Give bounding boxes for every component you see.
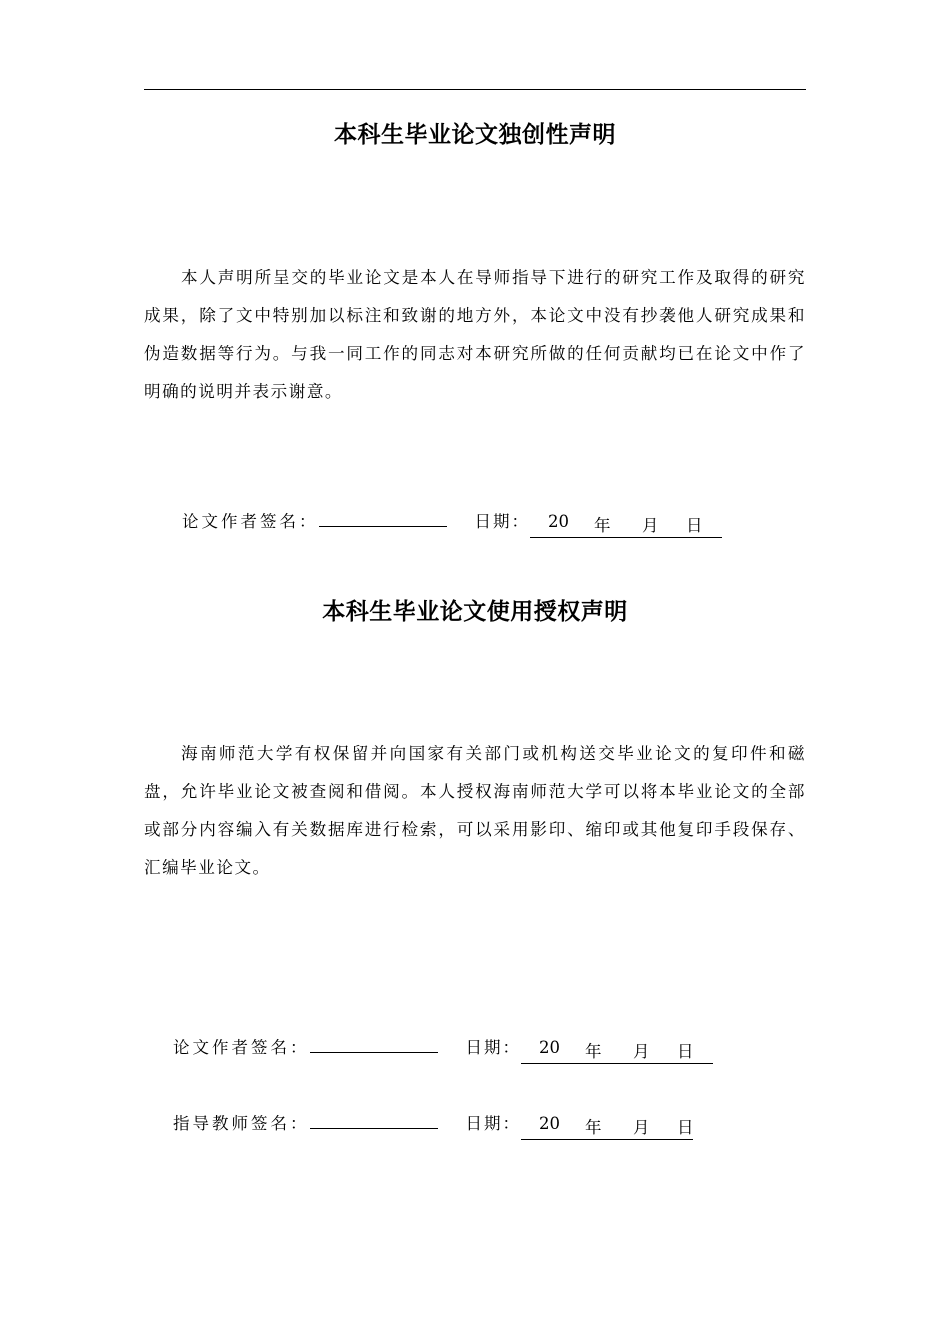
- authorization-body: 海南师范大学有权保留并向国家有关部门或机构送交毕业论文的复印件和磁盘，允许毕业论文被查阅和借阅。本人授权海南师范大学可以将本毕业论文的全部或部分内容编入有关数据库进行检索，可以采用影印、缩印或其他复印手段保存、汇编毕业论文。: [144, 744, 806, 877]
- authorization-advisor-signature-row: [173, 1110, 693, 1140]
- year-prefix: 20: [548, 512, 569, 531]
- authorization-title: 本科生毕业论文使用授权声明: [322, 599, 628, 625]
- originality-signature-row: [182, 508, 722, 538]
- date-field[interactable]: [530, 512, 722, 538]
- year-prefix: 20: [539, 1038, 560, 1057]
- month-char: 月: [633, 1042, 650, 1061]
- date-field[interactable]: [521, 1114, 693, 1140]
- advisor-signature-label: 指导教师签名：: [173, 1114, 310, 1133]
- day-char: 日: [677, 1042, 694, 1061]
- author-signature-blank[interactable]: [319, 508, 447, 527]
- originality-body: 本人声明所呈交的毕业论文是本人在导师指导下进行的研究工作及取得的研究成果，除了文中特别加以标注和致谢的地方外，本论文中没有抄袭他人研究成果和伪造数据等行为。与我一同工作的同志对本研究所做的任何贡献均已在论文中作了明确的说明并表示谢意。: [144, 268, 806, 401]
- date-label: 日期：: [465, 1038, 521, 1057]
- year-prefix: 20: [539, 1114, 560, 1133]
- day-char: 日: [686, 516, 703, 535]
- header-rule: [144, 89, 806, 90]
- year-char: 年: [585, 1042, 602, 1061]
- year-char: 年: [585, 1118, 602, 1137]
- day-char: 日: [677, 1118, 694, 1137]
- author-signature-label: 论文作者签名：: [182, 512, 319, 531]
- authorization-author-signature-row: [173, 1034, 713, 1064]
- month-char: 月: [633, 1118, 650, 1137]
- date-label: 日期：: [465, 1114, 521, 1133]
- author-signature-label: 论文作者签名：: [173, 1038, 310, 1057]
- advisor-signature-blank[interactable]: [310, 1110, 438, 1129]
- year-char: 年: [594, 516, 611, 535]
- date-field[interactable]: [521, 1038, 713, 1064]
- originality-title: 本科生毕业论文独创性声明: [334, 122, 616, 148]
- month-char: 月: [642, 516, 659, 535]
- date-label: 日期：: [474, 512, 530, 531]
- author-signature-blank[interactable]: [310, 1034, 438, 1053]
